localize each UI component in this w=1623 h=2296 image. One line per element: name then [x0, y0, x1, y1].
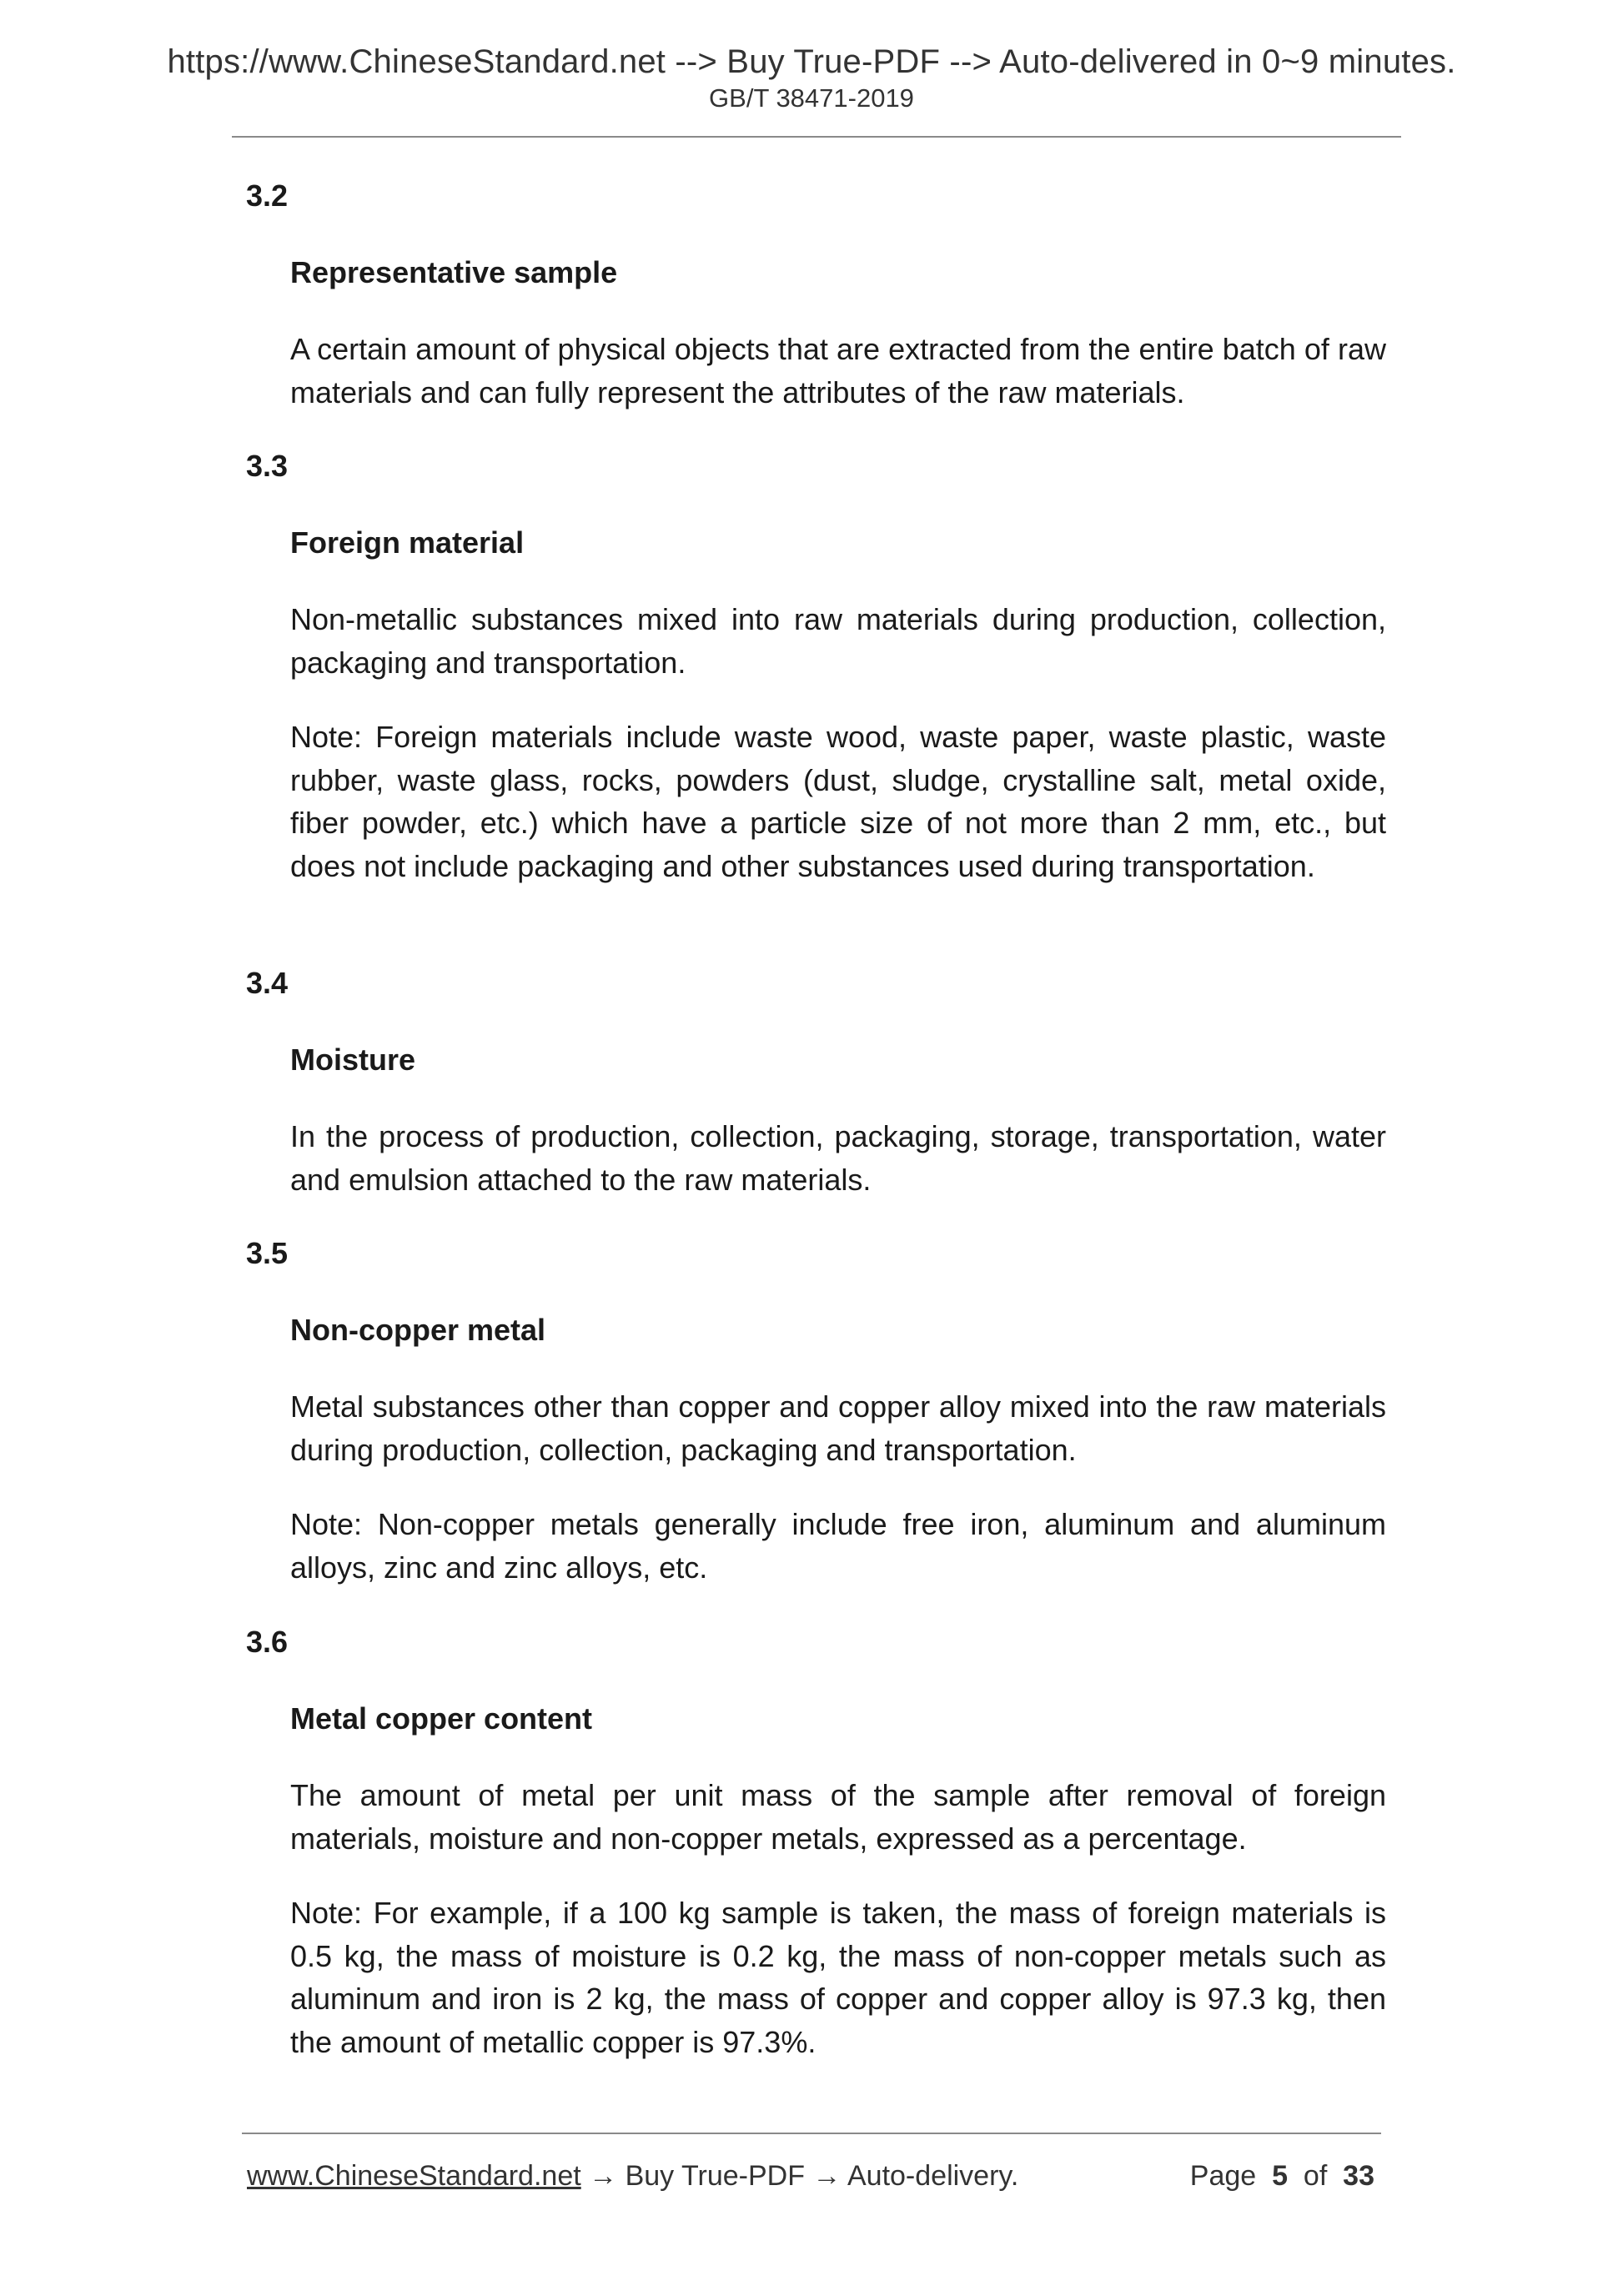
standard-code: GB/T 38471-2019: [709, 83, 914, 113]
term-title: Non-copper metal: [290, 1313, 546, 1347]
term-definition: In the process of production, collection, packaging, storage, transportation, water and emulsion attached to the raw materials.: [290, 1119, 1386, 1197]
header-divider: [232, 136, 1401, 138]
term-definition: The amount of metal per unit mass of the sample after removal of foreign materials, moisture and non-copper metals, expressed as a percentage.: [290, 1778, 1386, 1856]
term-number: 3.4: [246, 966, 289, 1000]
term-note: Note: For example, if a 100 kg sample is taken, the mass of foreign materials is 0.5 kg, the mass of moisture is 0.2 kg, the mass of non-copper metals such as aluminum and iron is 2 kg, the mass of copper and copper alloy is 97.3 kg, then the amount of metallic copper is 97.3%.: [290, 1896, 1386, 2059]
footer-tagline: → Buy True-PDF → Auto-delivery.: [580, 2160, 1019, 2192]
page-current: 5: [1272, 2160, 1288, 2192]
term-definition: A certain amount of physical objects that are extracted from the entire batch of raw materials and can fully represent the attributes of the raw materials.: [290, 332, 1386, 409]
header-banner: https://www.ChineseStandard.net --> Buy True-PDF --> Auto-delivered in 0~9 minutes.: [167, 43, 1456, 80]
term-number: 3.3: [246, 449, 289, 483]
term-title: Metal copper content: [290, 1701, 593, 1736]
term-definition: Non-metallic substances mixed into raw materials during production, collection, packaging and transportation.: [290, 602, 1386, 680]
footer-divider: [242, 2133, 1381, 2134]
page-of-label: of: [1303, 2160, 1328, 2192]
page-label: Page: [1189, 2160, 1257, 2192]
term-definition: Metal substances other than copper and copper alloy mixed into the raw materials during production, collection, packaging and transportation.: [290, 1389, 1386, 1467]
term-number: 3.5: [246, 1236, 289, 1270]
footer-promo: [247, 2160, 1018, 2193]
term-note: Note: Foreign materials include waste wood, waste paper, waste plastic, waste rubber, waste glass, rocks, powders (dust, sludge, crystalline salt, metal oxide, fiber powder, etc.) which have a particle size of not more than 2 mm, etc., but does not include packaging and other substances used during transportation.: [290, 720, 1386, 883]
term-number: 3.6: [246, 1625, 289, 1659]
term-title: Moisture: [290, 1042, 416, 1077]
page-total: 33: [1343, 2160, 1374, 2192]
term-number: 3.2: [246, 178, 289, 213]
term-title: Representative sample: [290, 255, 618, 289]
footer-site-link[interactable]: www.ChineseStandard.net: [247, 2160, 581, 2192]
term-note: Note: Non-copper metals generally include free iron, aluminum and aluminum alloys, zinc and zinc alloys, etc.: [290, 1507, 1386, 1585]
page-indicator: [1190, 2160, 1374, 2193]
term-title: Foreign material: [290, 525, 525, 560]
